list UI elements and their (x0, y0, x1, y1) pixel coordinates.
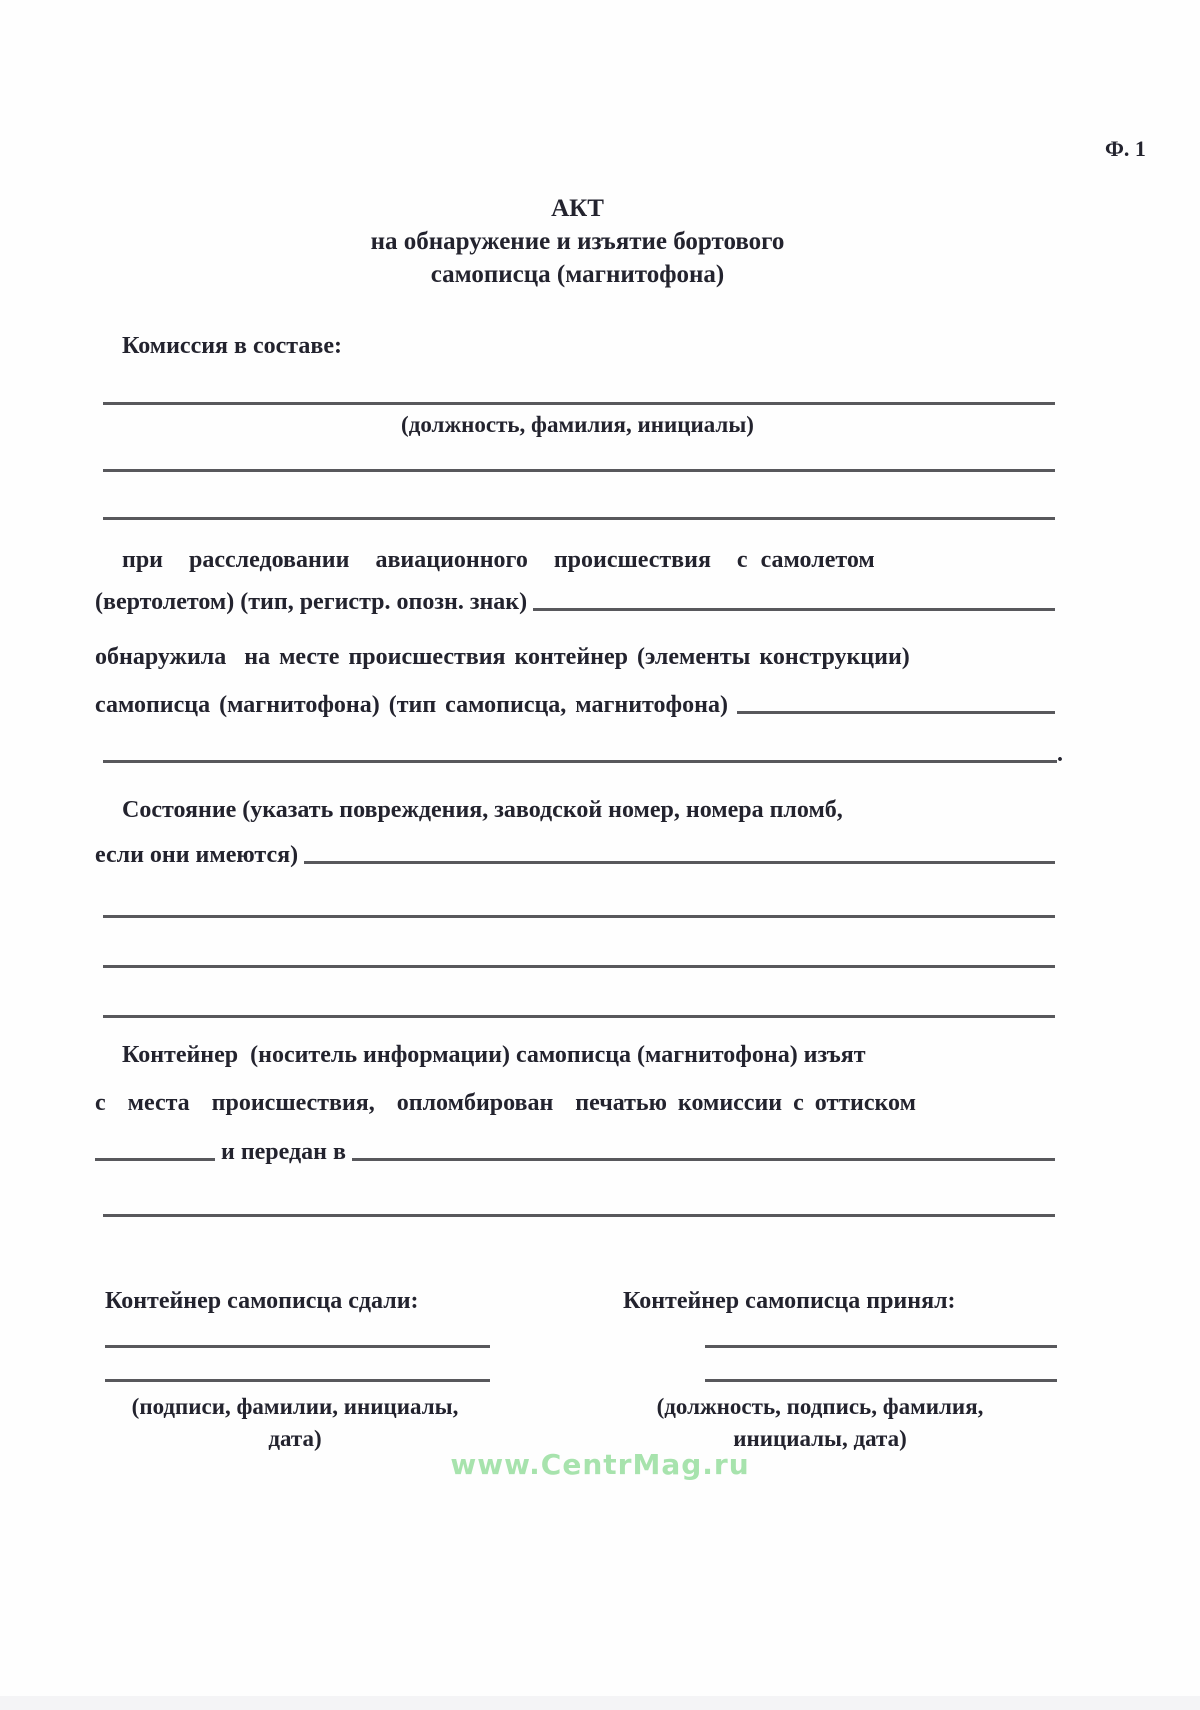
trailing-period: . (1057, 741, 1063, 767)
fill-line (103, 965, 1055, 968)
fill-line (103, 402, 1055, 405)
container-line-2: с места происшествия, опломбирован печатью комиссии с оттиском (95, 1090, 916, 1116)
condition-line-2-label: если они имеются) (95, 842, 305, 868)
document-title (100, 192, 1055, 291)
title-line-2: на обнаружение и изъятие бортового (370, 228, 785, 255)
signature-right-caption-1: (должность, подпись, фамилия, (656, 1394, 984, 1419)
investigation-line-4-label: самописца (магнитофона) (тип самописца, магнитофона) (95, 692, 737, 718)
fill-line (103, 1015, 1055, 1018)
watermark-text: www.CentrMag.ru (450, 1448, 750, 1481)
signature-right-caption-2: инициалы, дата) (733, 1426, 907, 1451)
title-line-1: АКТ (551, 195, 604, 222)
fill-line (103, 469, 1055, 472)
commission-label: Комиссия в составе: (122, 333, 342, 359)
condition-line-2 (95, 842, 1055, 868)
investigation-line-5 (103, 741, 1063, 767)
fill-line (103, 915, 1055, 918)
signature-left-caption-2: дата) (268, 1426, 322, 1451)
investigation-line-2-label: (вертолетом) (тип, регистр. опозн. знак) (95, 589, 534, 615)
signature-left-line (105, 1345, 490, 1348)
signature-right-line (705, 1379, 1057, 1382)
fill-line (103, 1214, 1055, 1217)
fill-line (533, 608, 1055, 611)
container-line-3-label: и передан в (215, 1139, 352, 1165)
signature-left-line (105, 1379, 490, 1382)
fill-line (304, 861, 1055, 864)
fill-line (352, 1158, 1055, 1161)
signature-left-caption-1: (подписи, фамилии, инициалы, (131, 1394, 459, 1419)
signature-right-line (705, 1345, 1057, 1348)
signature-left-header: Контейнер самописца сдали: (105, 1288, 419, 1314)
condition-line-1: Состояние (указать повреждения, заводской номер, номера пломб, (122, 797, 843, 823)
investigation-line-2 (95, 589, 1055, 615)
fill-line (95, 1158, 215, 1161)
title-line-3: самописца (магнитофона) (430, 261, 725, 288)
container-line-1: Контейнер (носитель информации) самописца (магнитофона) изъят (122, 1042, 866, 1068)
container-line-3 (95, 1139, 1055, 1165)
commission-caption: (должность, фамилия, инициалы) (401, 412, 754, 437)
fill-line (103, 760, 1057, 763)
investigation-line-1: при расследовании авиационного происшествия с самолетом (122, 547, 875, 573)
bottom-edge-strip (0, 1696, 1200, 1710)
investigation-line-4 (95, 692, 1055, 718)
fill-line (103, 517, 1055, 520)
form-code: Ф. 1 (1105, 136, 1146, 161)
investigation-line-3: обнаружила на месте происшествия контейнер (элементы конструкции) (95, 644, 910, 670)
fill-line (737, 711, 1055, 714)
signature-right-header: Контейнер самописца принял: (623, 1288, 956, 1314)
